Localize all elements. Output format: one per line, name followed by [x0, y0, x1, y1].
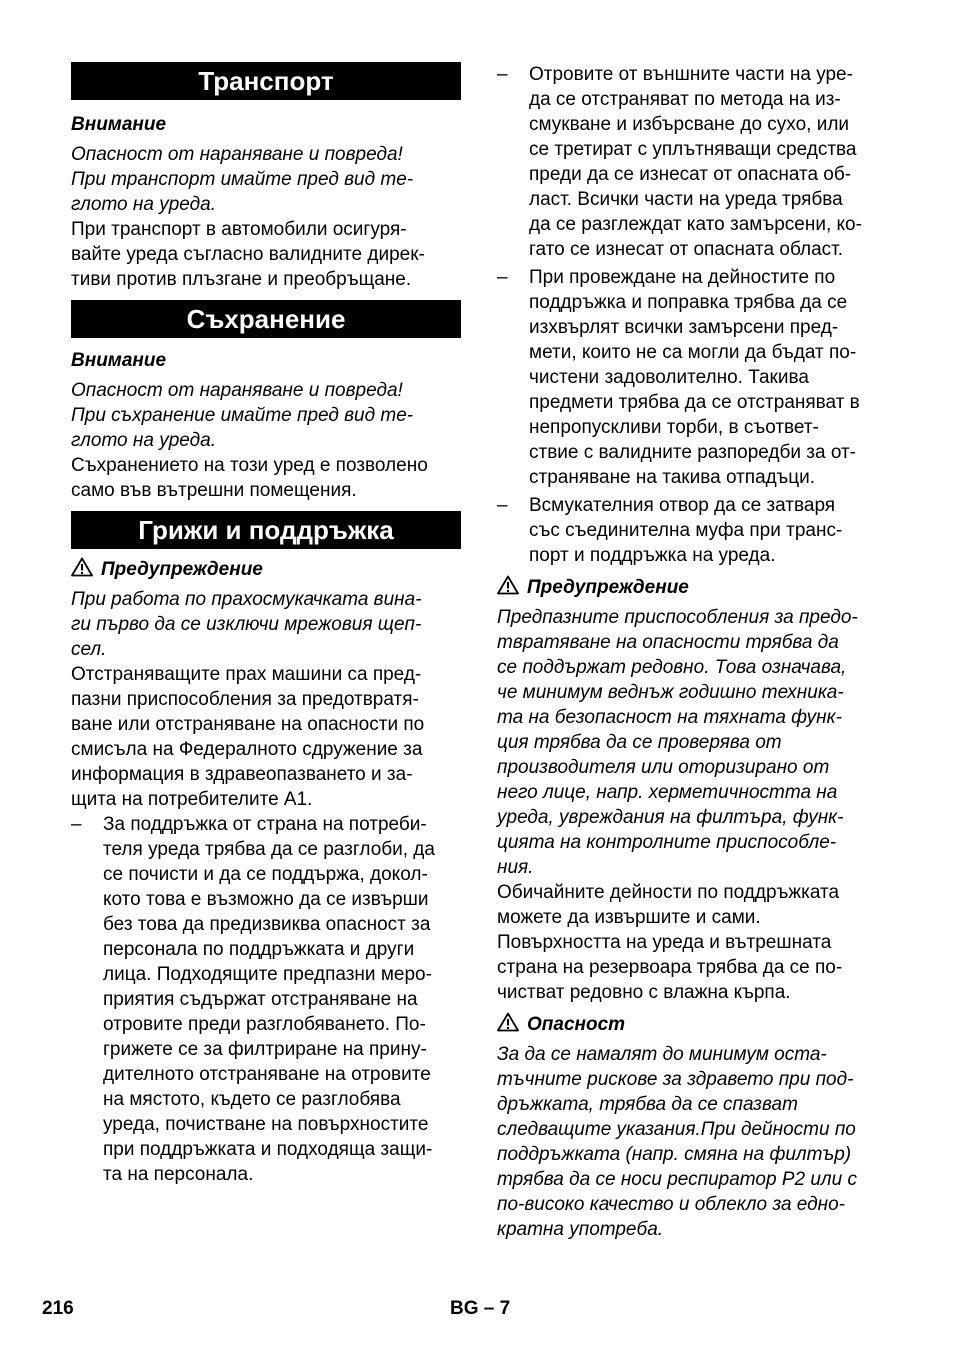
list-item-line: отровите преди разглобяването. По-: [103, 1014, 426, 1035]
page-number: 216: [42, 1298, 74, 1319]
warning-text-line: Предпазните приспособления за предо-: [497, 607, 858, 628]
warning-text-line: че минимум веднъж годишно техника-: [497, 682, 844, 703]
caution-text-line: глото на уреда.: [71, 194, 216, 215]
caution-label: Внимание: [71, 114, 167, 135]
list-item-line: Отровите от външните части на уре-: [529, 64, 853, 85]
warning-triangle-icon: [497, 1012, 519, 1032]
body-text-line: информация в здравеопазването и за-: [71, 764, 413, 785]
list-item-line: грижете се за филтриране на прину-: [103, 1039, 427, 1060]
warning-text-line: цията на контролните приспособле-: [497, 832, 837, 853]
body-text-line: Обичайните дейности по поддръжката: [497, 882, 840, 903]
warning-text-line: та на безопасност на тяхната функ-: [497, 707, 842, 728]
warning-text-line: него лице, напр. херметичността на: [497, 782, 838, 803]
danger-text-line: трябва да се носи респиратор Р2 или с: [497, 1169, 857, 1190]
list-item-line: изхвърлят всички замърсени пред-: [529, 317, 839, 338]
dash-bullet: –: [497, 495, 508, 516]
list-item-line: ствие с валидните разпоредби за от-: [529, 442, 857, 463]
dash-bullet: –: [497, 267, 508, 288]
right-column: [497, 62, 889, 1242]
section-heading-storage: Съхранение: [71, 300, 461, 338]
body-text-line: Съхранението на този уред е позволено: [71, 455, 428, 476]
list-item-line: да се разглеждат като замърсени, ко-: [529, 214, 862, 235]
section-heading-transport: Транспорт: [71, 62, 461, 100]
warning-text-line: се поддържат редовно. Това означава,: [497, 657, 847, 678]
warning-text-line: При работа по прахосмукачката вина-: [71, 589, 422, 610]
list-item-line: със съединителна муфа при транс-: [529, 520, 843, 541]
list-item-line: персонала по поддръжката и други: [103, 939, 415, 960]
list-item-line: дителното отстраняване на отровите: [103, 1064, 431, 1085]
warning-triangle-icon: [71, 557, 93, 577]
warning-label-row: [497, 575, 889, 600]
list-item-line: непропускливи торби, в съответ-: [529, 417, 819, 438]
list-item-line: При провеждане на дейностите по: [529, 267, 836, 288]
body-text-line: смисъла на Федералното сдружение за: [71, 739, 423, 760]
list-item-line: чистени задоволително. Такива: [529, 367, 809, 388]
body-text-line: При транспорт в автомобили осигуря-: [71, 219, 407, 240]
list-item-line: се третират с уплътняващи средства: [529, 139, 857, 160]
body-text-line: Отстраняващите прах машини са пред-: [71, 664, 422, 685]
list-item-line: та на персонала.: [103, 1164, 254, 1185]
list-item-line: ласт. Всички части на уреда трябва: [529, 189, 843, 210]
danger-text-line: За да се намалят до минимум оста-: [497, 1044, 827, 1065]
warning-text-line: ция трябва да се проверява от: [497, 732, 782, 753]
left-column: [71, 62, 461, 1187]
caution-label: Внимание: [71, 350, 167, 371]
list-item-line: уреда, почистване на повърхностите: [103, 1114, 429, 1135]
body-text-line: страна на резервоара трябва да се по-: [497, 957, 843, 978]
danger-text-line: кратна употреба.: [497, 1219, 664, 1240]
list-item: [497, 265, 889, 490]
list-item-line: приятия съдържат отстраняване на: [103, 989, 418, 1010]
dash-bullet: –: [71, 814, 82, 835]
list-item: [497, 493, 889, 568]
danger-text-line: по-високо качество и облекло за едно-: [497, 1194, 846, 1215]
list-item-line: порт и поддръжка на уреда.: [529, 545, 776, 566]
list-item-line: смукване и избърсване до сухо, или: [529, 114, 850, 135]
list-item-line: кото това е възможно да се извърши: [103, 889, 429, 910]
warning-label: Предупреждение: [101, 559, 263, 580]
list-item-line: на мястото, където се разглобява: [103, 1089, 401, 1110]
danger-label-row: [497, 1012, 889, 1037]
list-item-line: мети, които не са могли да бъдат по-: [529, 342, 857, 363]
list-item: [497, 62, 889, 262]
list-item-line: лица. Подходящите предпазни меро-: [103, 964, 432, 985]
body-text-line: щита на потребителите А1.: [71, 789, 313, 810]
caution-text-line: При транспорт имайте пред вид те-: [71, 169, 414, 190]
list-item-line: теля уреда трябва да се разглоби, да: [103, 839, 435, 860]
list-item-line: се почисти и да се поддържа, докол-: [103, 864, 428, 885]
list-item-line: За поддръжка от страна на потреби-: [103, 814, 427, 835]
warning-text-line: ги първо да се изключи мрежовия щеп-: [71, 614, 422, 635]
caution-text-line: глото на уреда.: [71, 430, 216, 451]
body-text-line: само във вътрешни помещения.: [71, 480, 357, 501]
warning-text-line: производителя или оторизирано от: [497, 757, 830, 778]
body-text-line: вайте уреда съгласно валидните дирек-: [71, 244, 425, 265]
warning-text-line: ния.: [497, 857, 534, 878]
danger-text-line: поддръжката (напр. смяна на филтър): [497, 1144, 852, 1165]
body-text-line: тиви против плъзгане и преобръщане.: [71, 269, 412, 290]
list-item-line: без това да предизвиква опасност за: [103, 914, 431, 935]
warning-label: Предупреждение: [527, 577, 689, 598]
body-text-line: ване или отстраняване на опасности по: [71, 714, 425, 735]
list-item-line: поддръжка и поправка трябва да се: [529, 292, 848, 313]
caution-text-line: Опасност от нараняване и повреда!: [71, 144, 403, 165]
list-item-line: страняване на такива отпадъци.: [529, 467, 815, 488]
danger-text-line: следващите указания.При дейности по: [497, 1119, 856, 1140]
list-item-line: при поддръжката и подходяща защи-: [103, 1139, 433, 1160]
warning-text-line: сел.: [71, 639, 107, 660]
body-text-line: Повърхността на уреда и вътрешната: [497, 932, 832, 953]
warning-text-line: твратяване на опасности трябва да: [497, 632, 839, 653]
list-item: [71, 812, 461, 1187]
body-text-line: можете да извършите и сами.: [497, 907, 761, 928]
section-heading-maintenance: Грижи и поддръжка: [71, 511, 461, 549]
list-item-line: преди да се изнесат от опасната об-: [529, 164, 852, 185]
list-item-line: да се отстраняват по метода на из-: [529, 89, 841, 110]
list-item-line: гато се изнесат от опасната област.: [529, 239, 844, 260]
caution-text-line: При съхранение имайте пред вид те-: [71, 405, 414, 426]
dash-bullet: –: [497, 64, 508, 85]
list-item-line: Всмукателния отвор да се затваря: [529, 495, 836, 516]
list-item-line: предмети трябва да се отстраняват в: [529, 392, 860, 413]
body-text-line: пазни приспособления за предотвратя-: [71, 689, 419, 710]
body-text-line: чистват редовно с влажна кърпа.: [497, 982, 791, 1003]
caution-text-line: Опасност от нараняване и повреда!: [71, 380, 403, 401]
warning-label-row: [71, 557, 461, 582]
language-page-label: BG – 7: [450, 1298, 511, 1319]
danger-label: Опасност: [527, 1014, 626, 1035]
danger-text-line: тъчните рискове за здравето при под-: [497, 1069, 854, 1090]
danger-text-line: дръжката, трябва да се спазват: [497, 1094, 798, 1115]
warning-triangle-icon: [497, 575, 519, 595]
warning-text-line: уреда, увреждания на филтъра, функ-: [497, 807, 844, 828]
